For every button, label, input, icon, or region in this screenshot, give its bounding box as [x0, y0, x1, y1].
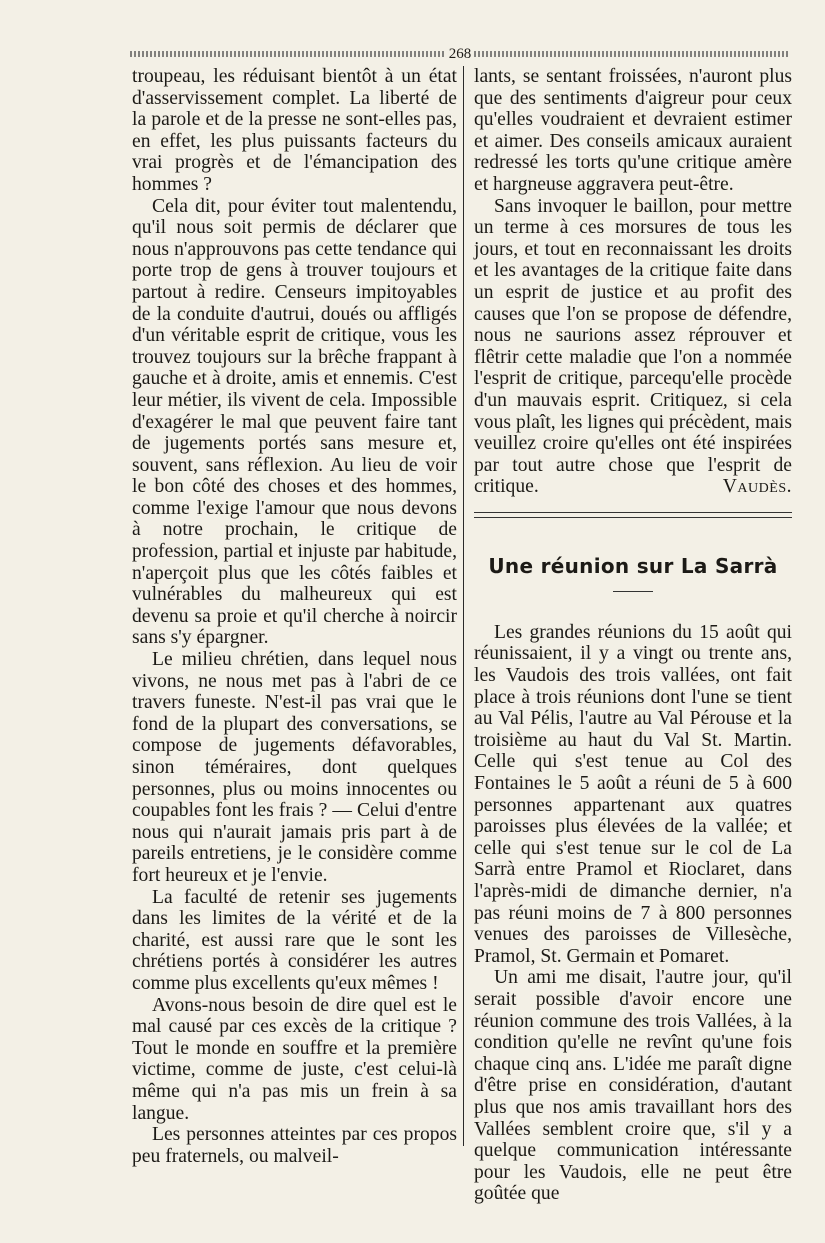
title-rule: [613, 591, 653, 592]
paragraph: Cela dit, pour éviter tout malentendu, qu'il nous soit permis de déclarer que nous n'approuvons pas cette tendance qui porte trop de gens à trouver toujours et partout à redire. Censeurs impitoyables de la conduite d'autrui, doués ou affligés d'un véritable esprit de critique, vous les trouvez toujours sur la brêche frappant à gauche et à droite, amis et ennemis. C'est leur métier, ils vivent de cela. Impossible d'exagérer le mal que peuvent faire tant de jugements portés sans mesure et, souvent, sans réflexion. Au lieu de voir le bon côté des choses et des hommes, comme l'exige l'amour que nous devons à notre prochain, le critique de profession, partial et injuste par habitude, n'aperçoit plus que les côtés faibles et vulnérables du malheureux qui est devenu sa proie et qu'il cherche à noircir sans s'y épargner.: [132, 195, 457, 649]
left-column: [132, 66, 457, 1167]
paragraph: Avons-nous besoin de dire quel est le mal causé par ces excès de la critique ? Tout le monde en souffre et la première victime, comme de juste, c'est celui-là même qui n'a pas mis un frein à sa langue.: [132, 994, 457, 1124]
paragraph: Le milieu chrétien, dans lequel nous vivons, ne nous met pas à l'abri de ce travers funeste. N'est-il pas vrai que le fond de la plupart des conversations, se compose de jugements défavorables, sinon téméraires, dont quelques personnes, plus ou moins innocentes ou coupables font les frais ? — Celui d'entre nous qui n'aurait jamais pris part à de pareils entretiens, je le considère comme fort heureux et je l'envie.: [132, 649, 457, 886]
section-title: Une réunion sur La Sarrà: [488, 553, 778, 578]
page-number: 268: [448, 45, 472, 62]
header-wavy-rule-left: [130, 51, 446, 57]
paragraph: troupeau, les réduisant bientôt à un état d'asservissement complet. La liberté de la parole et de la presse ne sont-elles pas, en effet, les plus puissants facteurs du vrai progrès et de l'émancipation des hommes ?: [132, 66, 457, 195]
author-signature: Vaudès.: [722, 476, 792, 498]
paragraph-text: Sans invoquer le baillon, pour mettre un terme à ces morsures de tous les jours, et tout en reconnaissant les droits et les avantages de la critique faite dans un esprit de justice et au profit des causes que l'on se propose de défendre, nous ne saurions assez réprouver et flêtrir cette maladie que l'on a nommée l'esprit de critique, parcequ'elle procède d'un mauvais esprit. Critiquez, si cela vous plaît, les lignes qui précèdent, mais veuillez croire qu'elles ont été inspirées par tout autre chose que l'esprit de critique.: [474, 195, 792, 498]
paragraph: Un ami me disait, l'autre jour, qu'il serait possible d'avoir encore une réunion commune des trois Vallées, à la condition qu'elle ne revînt qu'une fois chaque cinq ans. L'idée me paraît digne d'être prise en considération, d'autant plus que nos amis travaillant hors des Vallées semblent croire que, s'il y a quelque communication intéressante pour les Vaudois, elle ne peut être goûtée que: [474, 967, 792, 1205]
column-divider: [463, 66, 464, 1146]
page-header: [130, 44, 790, 64]
right-column: [474, 66, 792, 1205]
article-separator: [474, 512, 792, 518]
paragraph: Les personnes atteintes par ces propos peu fraternels, ou malveil-: [132, 1124, 457, 1167]
paragraph: La faculté de retenir ses jugements dans les limites de la vérité et de la charité, est aussi rare que le sont les chrétiens portés à considérer les autres comme plus excellents qu'eux mêmes !: [132, 886, 457, 994]
paragraph: lants, se sentant froissées, n'auront plus que des sentiments d'aigreur pour ceux qu'elles voudraient et devraient estimer et aimer. Des conseils amicaux auraient redressé les torts qu'une critique amère et hargneuse aggravera peut-être.: [474, 66, 792, 195]
paragraph: Les grandes réunions du 15 août qui réunissaient, il y a vingt ou trente ans, les Vaudois des trois vallées, ont fait place à trois réunions dont l'une se tient au Val Pélis, l'autre au Val Pérouse et la troisième au haut du Val St. Martin. Celle qui s'est tenue au Col des Fontaines le 5 août a réuni de 5 à 600 personnes appartenant aux quatres paroisses plus élevées de la vallée; et celle qui s'est tenue sur le col de La Sarrà entre Pramol et Rioclaret, dans l'après-midi de dimanche dernier, n'a pas réuni moins de 7 à 800 personnes venues des paroisses de Villesèche, Pramol, St. Germain et Pomaret.: [474, 621, 792, 967]
paragraph: [474, 196, 792, 498]
header-wavy-rule-right: [474, 51, 790, 57]
